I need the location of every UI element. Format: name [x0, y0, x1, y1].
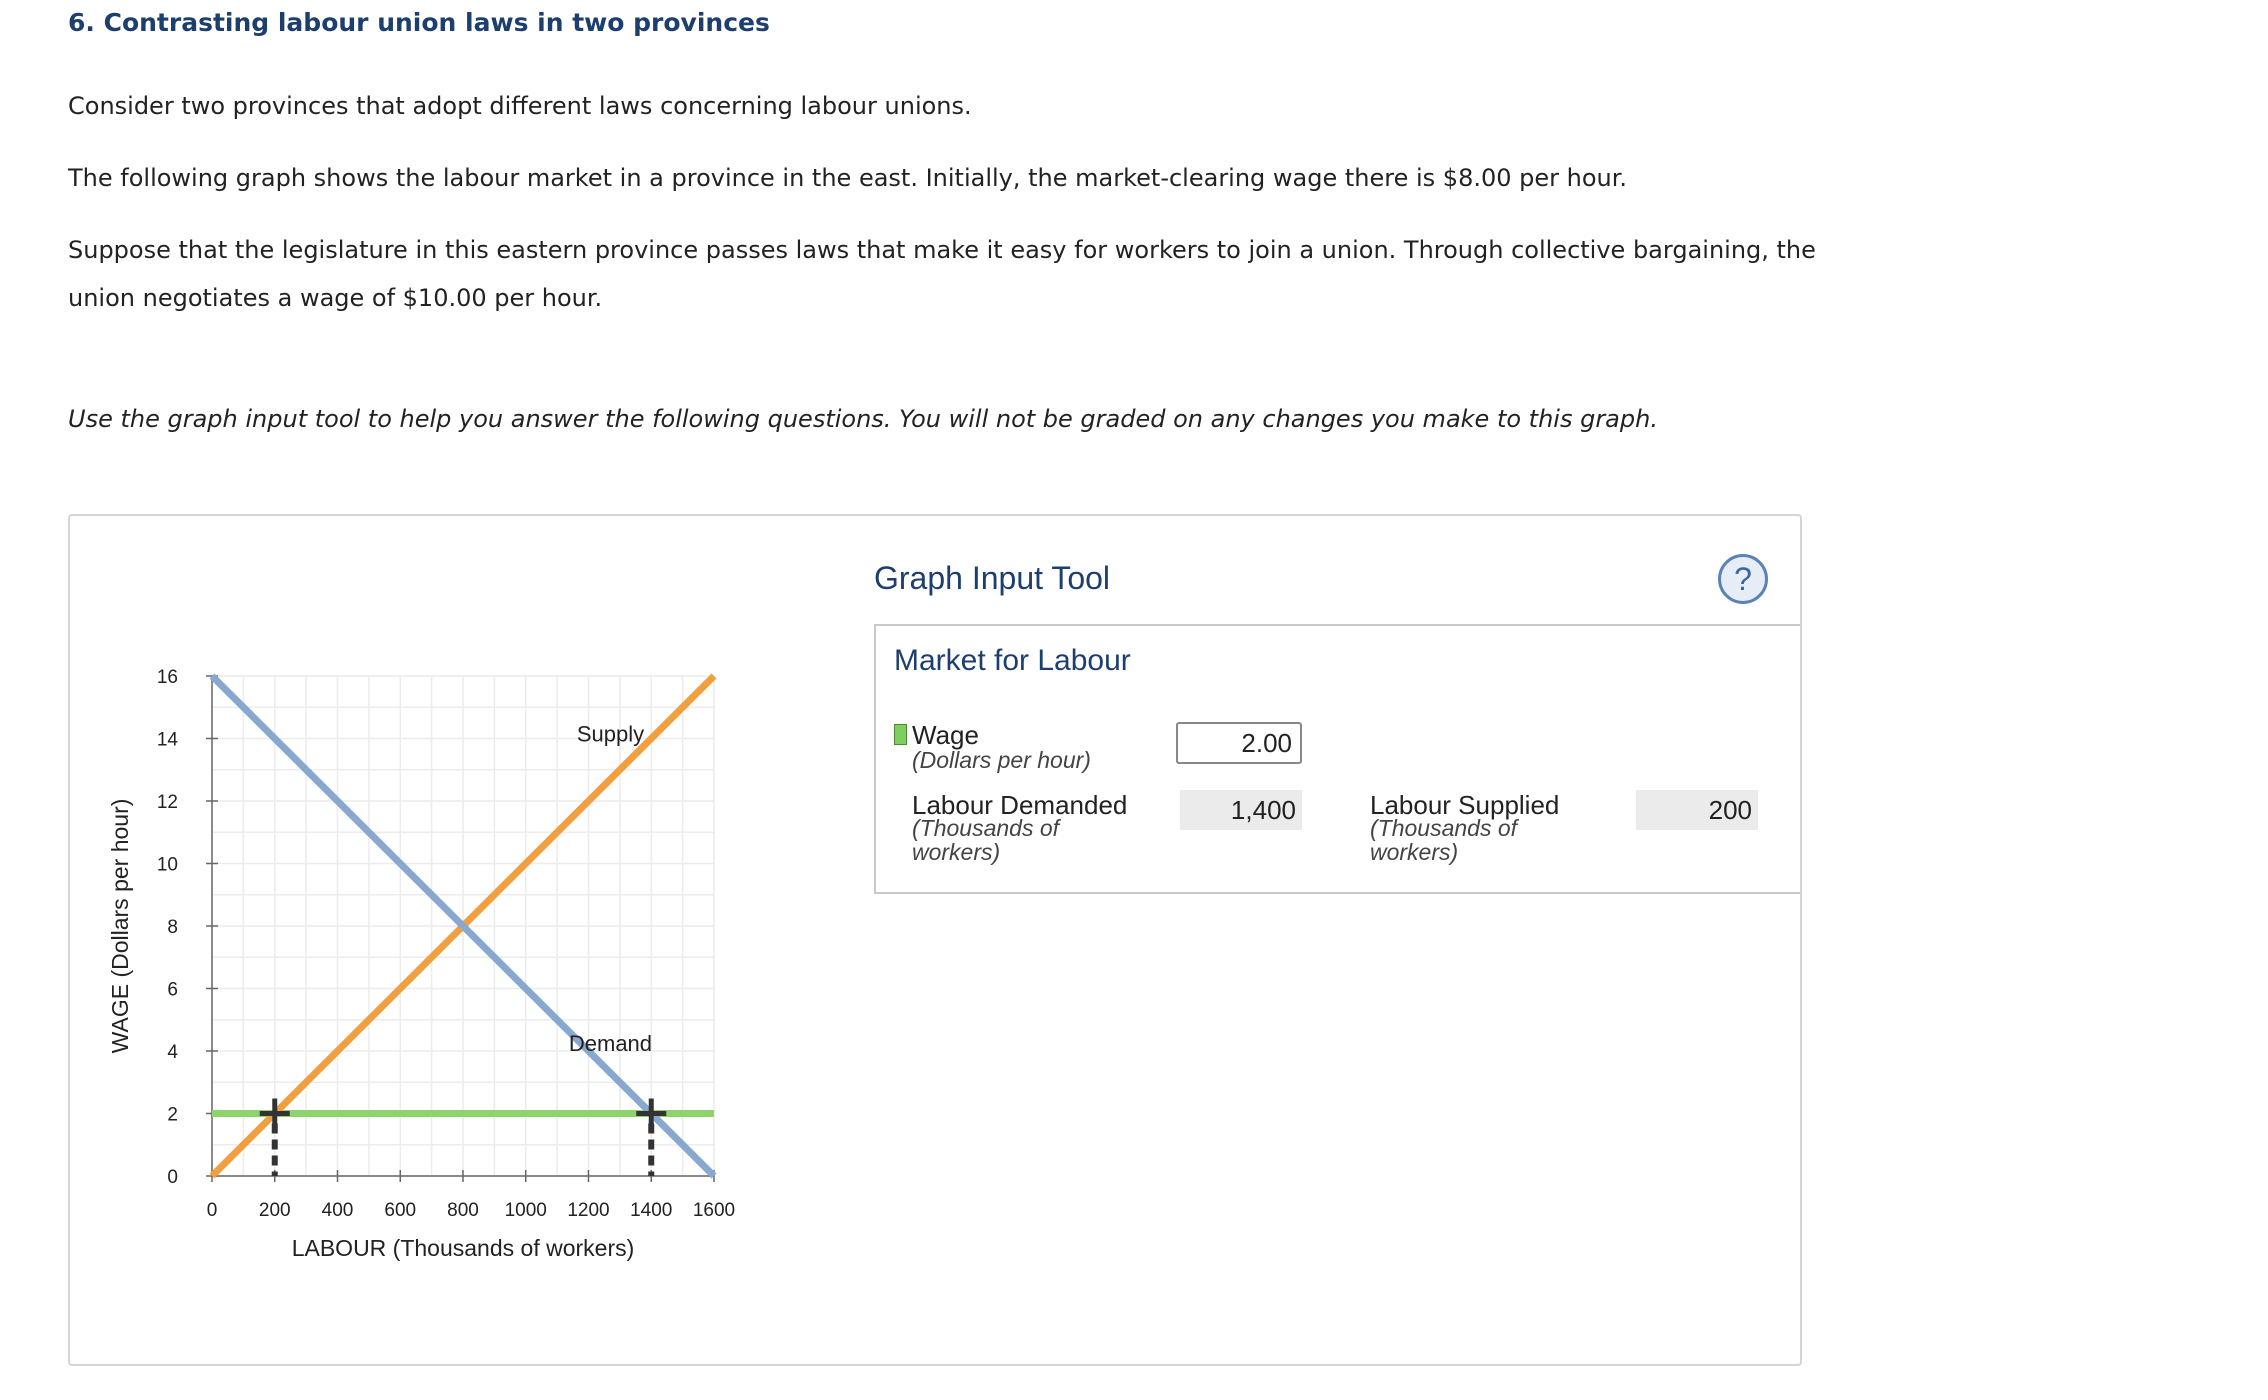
instruction-text: Use the graph input tool to help you answer the following questions. You will not be graded on any changes you make to this graph. [68, 405, 1658, 433]
x-tick-label: 600 [384, 1200, 417, 1221]
labour-supplied-units-line2: workers) [1370, 839, 1459, 865]
labour-supplied-label: Labour Supplied [1370, 790, 1560, 820]
wage-units: (Dollars per hour) [912, 747, 1091, 773]
y-tick-label: 16 [156, 667, 178, 688]
y-axis-title: WAGE (Dollars per hour) [107, 798, 133, 1054]
supply-curve-label: Supply [576, 721, 645, 747]
y-tick-label: 0 [167, 1167, 178, 1188]
wage-legend-swatch-icon [894, 724, 907, 745]
help-button[interactable] [1718, 554, 1768, 604]
x-axis-title: LABOUR (Thousands of workers) [291, 1235, 635, 1261]
graph-panel [68, 514, 1802, 1366]
x-tick-label: 1000 [504, 1200, 547, 1221]
y-tick-label: 10 [156, 854, 178, 876]
labour-demanded-units-line2: workers) [912, 839, 1001, 865]
labour-demanded-value: 1,400 [1180, 790, 1302, 830]
labour-demanded-units-line1: (Thousands of [912, 815, 1060, 841]
x-tick-label: 800 [447, 1200, 479, 1221]
x-tick-label: 400 [321, 1200, 354, 1221]
labour-demanded-label: Labour Demanded [912, 790, 1128, 820]
labour-market-chart[interactable] [70, 516, 870, 1364]
demand-curve-label: Demand [568, 1031, 653, 1056]
y-tick-label: 14 [156, 729, 178, 751]
wage-label: Wage [912, 720, 979, 750]
y-tick-label: 12 [156, 792, 178, 813]
x-tick-label: 1200 [567, 1200, 610, 1221]
x-tick-label: 1600 [692, 1200, 736, 1221]
graph-input-tool-title: Graph Input Tool [874, 560, 1111, 596]
x-tick-label: 0 [206, 1200, 218, 1221]
paragraph-intro: Consider two provinces that adopt different laws concerning labour unions. [68, 92, 972, 120]
y-tick-label: 4 [167, 1042, 178, 1063]
paragraph-graph-description: The following graph shows the labour market in a province in the east. Initially, the market-clearing wage there is $8.00 per hour. [68, 164, 1628, 192]
paragraph-union-scenario: Suppose that the legislature in this eastern province passes laws that make it easy for workers to join a union. Through collective bargaining, the union negotiates a wage of $10.00 per hour. [68, 236, 1816, 312]
market-input-box [874, 624, 1800, 894]
x-tick-label: 1400 [630, 1200, 673, 1221]
market-title: Market for Labour [894, 644, 1131, 677]
y-tick-label: 6 [167, 979, 178, 1001]
y-tick-label: 2 [167, 1104, 178, 1126]
x-tick-label: 200 [258, 1200, 291, 1221]
question-mark-icon: ? [1734, 561, 1752, 597]
labour-supplied-value: 200 [1636, 790, 1758, 830]
question-title: 6. Contrasting labour union laws in two provinces [68, 8, 770, 37]
wage-input[interactable] [1176, 722, 1302, 764]
y-tick-label: 8 [167, 917, 178, 938]
labour-supplied-units-line1: (Thousands of [1370, 815, 1518, 841]
